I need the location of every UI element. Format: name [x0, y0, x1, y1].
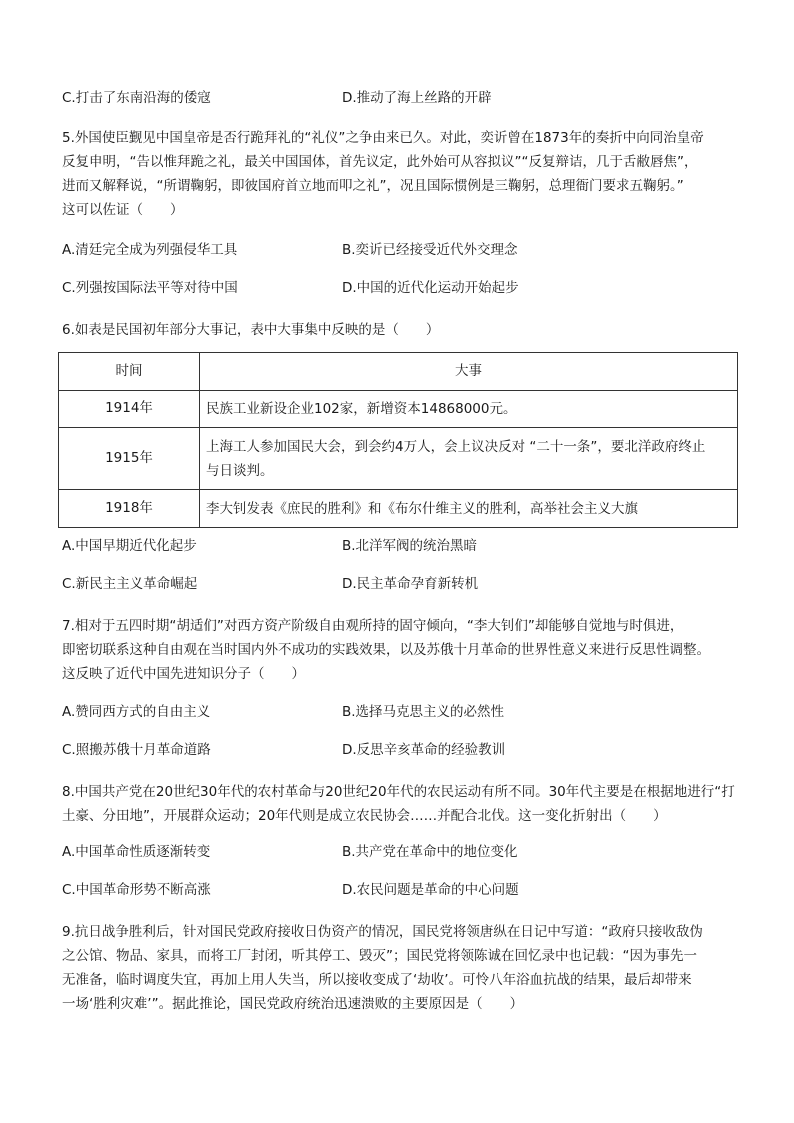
q9-line-3: 无准备，临时调度失宜，再加上用人失当，所以接收变成了‘劫收’。可怜八年浴血抗战的结果，最后却带来 — [62, 972, 692, 988]
events-table — [58, 352, 738, 528]
q5-option-b[interactable]: B.奕䜣已经接受近代外交理念 — [342, 242, 518, 258]
q9-line-4: 一场‘胜利灾难’”。据此推论，国民党政府统治迅速溃败的主要原因是（ ） — [62, 996, 524, 1012]
q6-options-cd — [62, 578, 742, 598]
q4-options-cd — [62, 92, 742, 112]
row-event — [200, 428, 738, 490]
question-7-stem — [62, 616, 738, 688]
question-5-stem — [62, 128, 738, 224]
q7-option-a[interactable]: A.赞同西方式的自由主义 — [62, 704, 211, 720]
q8-line-1: 8.中国共产党在20世纪30年代的农村革命与20世纪20年代的农民运动有所不同。30年代主要是在根据地进行“打 — [62, 784, 735, 800]
row-time: 1915年 — [59, 428, 200, 490]
q6-option-c[interactable]: C.新民主主义革命崛起 — [62, 576, 198, 592]
row-time: 1918年 — [59, 490, 200, 528]
q6-option-d[interactable]: D.民主革命孕育新转机 — [342, 576, 479, 592]
q9-line-1: 9.抗日战争胜利后，针对国民党政府接收日伪资产的情况，国民党将领唐纵在日记中写道：“政府只接收敌伪 — [62, 924, 703, 940]
row-event — [200, 391, 738, 428]
q5-line-4: 这可以佐证（ ） — [62, 202, 184, 218]
q4-option-d[interactable]: D.推动了海上丝路的开辟 — [342, 90, 492, 106]
q9-line-2: 之公馆、物品、家具，而将工厂封闭，听其停工、毁灭”；国民党将领陈诚在回忆录中也记载：“因为事先一 — [62, 948, 697, 964]
row-event-line: 李大钊发表《庶民的胜利》和《布尔什维主义的胜利，高举社会主义大旗 — [206, 500, 638, 517]
q6-options-ab — [62, 540, 742, 560]
q5-option-c[interactable]: C.列强按国际法平等对待中国 — [62, 280, 238, 296]
question-8-stem — [62, 782, 738, 830]
q5-option-a[interactable]: A.清廷完全成为列强侵华工具 — [62, 242, 238, 258]
q8-option-c[interactable]: C.中国革命形势不断高涨 — [62, 882, 211, 898]
q4-option-c[interactable]: C.打击了东南沿海的倭寇 — [62, 90, 211, 106]
q7-options-cd — [62, 744, 742, 764]
q6-option-b[interactable]: B.北洋军阀的统治黑暗 — [342, 538, 478, 554]
q8-options-ab — [62, 846, 742, 866]
table-header-row — [59, 353, 738, 391]
q7-line-1: 7.相对于五四时期“胡适们”对西方资产阶级自由观所持的固守倾向，“李大钊们”却能够自觉地与时俱进， — [62, 618, 684, 634]
q8-option-d[interactable]: D.农民问题是革命的中心问题 — [342, 882, 519, 898]
q8-line-2: 土豪、分田地”，开展群众运动；20年代则是成立农民协会……并配合北伐。这一变化折射出（ ） — [62, 808, 667, 824]
q5-line-1: 5.外国使臣觐见中国皇帝是否行跪拜礼的“礼仪”之争由来已久。对此，奕䜣曾在1873年的奏折中向同治皇帝 — [62, 130, 704, 146]
q8-options-cd — [62, 884, 742, 904]
q6-stem-text: 6.如表是民国初年部分大事记，表中大事集中反映的是（ ） — [62, 322, 440, 338]
q5-options-cd — [62, 282, 742, 302]
header-time: 时间 — [59, 353, 200, 391]
row-event — [200, 490, 738, 528]
question-9-stem — [62, 922, 738, 1018]
q7-option-c[interactable]: C.照搬苏俄十月革命道路 — [62, 742, 211, 758]
q5-line-3: 进而又解释说，“所谓鞠躬，即彼国府首立地而叩之礼”，况且国际惯例是三鞠躬，总理衙门要求五鞠躬。” — [62, 178, 684, 194]
q5-option-d[interactable]: D.中国的近代化运动开始起步 — [342, 280, 519, 296]
table-row — [59, 490, 738, 528]
table-row — [59, 428, 738, 490]
q5-options-ab — [62, 244, 742, 264]
row-event-line: 上海工人参加国民大会，到会约4万人，会上议决反对 “二十一条”，要北洋政府终止 — [206, 438, 706, 455]
q8-option-a[interactable]: A.中国革命性质逐渐转变 — [62, 844, 211, 860]
q7-option-d[interactable]: D.反思辛亥革命的经验教训 — [342, 742, 506, 758]
row-event-line: 民族工业新设企业102家，新增资本14868000元。 — [206, 401, 517, 417]
row-time: 1914年 — [59, 391, 200, 428]
q7-line-3: 这反映了近代中国先进知识分子（ ） — [62, 666, 305, 682]
q5-line-2: 反复申明，“告以惟拜跪之礼，最关中国国体，首先议定，此外始可从容拟议”“反复辩诘，几于舌敝唇焦”， — [62, 154, 698, 170]
header-event: 大事 — [200, 353, 738, 391]
question-6-stem — [62, 320, 738, 344]
table-row — [59, 391, 738, 428]
q8-option-b[interactable]: B.共产党在革命中的地位变化 — [342, 844, 518, 860]
q7-line-2: 即密切联系这种自由观在当时国内外不成功的实践效果，以及苏俄十月革命的世界性意义来进行反思性调整。 — [62, 642, 710, 658]
q7-option-b[interactable]: B.选择马克思主义的必然性 — [342, 704, 505, 720]
row-event-line: 与日谈判。 — [206, 462, 274, 479]
q6-option-a[interactable]: A.中国早期近代化起步 — [62, 538, 197, 554]
q7-options-ab — [62, 706, 742, 726]
